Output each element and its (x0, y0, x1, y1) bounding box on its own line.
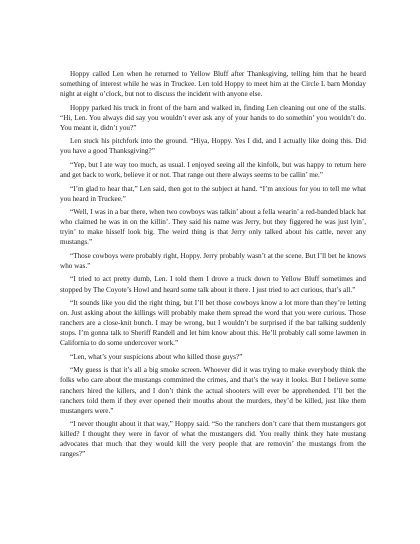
paragraph: “My guess is that it’s all a big smoke screen. Whoever did it was trying to make everybody think the folks who care about the mustangs committed the crimes, and that’s the way it looks. But I believe some ranchers hired the killers, and I don’t think the actual shooters will ever be apprehended. I’ll bet the ranchers told them if they ever opened their mouths about the murders, they’d be killed, just like them mustangers were.” (60, 366, 366, 415)
paragraph: Hoppy called Len when he returned to Yellow Bluff after Thanksgiving, telling him that he heard something of interest while he was in Truckee. Len told Hoppy to meet him at the Circle L barn Monday night at eight o’clock, but not to discuss the incident with anyone else. (60, 70, 366, 99)
paragraph: “Yep, but I ate way too much, as usual. I enjoyed seeing all the kinfolk, but was happy to return here and get back to work, believe it or not. That range out there always seems to be callin’ me.” (60, 160, 366, 180)
paragraph: Len stuck his pitchfork into the ground. “Hiya, Hoppy. Yes I did, and I actually like doing this. Did you have a good Thanksgiving?” (60, 137, 366, 156)
paragraph: “Len, what’s your suspicions about who killed those guys?” (70, 352, 243, 361)
paragraph: “Well, I was in a bar there, when two cowboys was talkin’ about a fella wearin’ a red-banded black hat who claimed he was in on the killin’. They said his name was Jerry, but they figgered he was just lyin’, tryin’ to make hisself look big. The weird thing is that Jerry only talked about his cattle, never any mustangs.” (60, 208, 366, 247)
paragraph: Hoppy parked his truck in front of the barn and walked in, finding Len cleaning out one of the stalls. “Hi, Len. You always did say you wouldn’t ever ask any of your hands to do somethin’ you wouldn’t do. You meant it, didn’t you?” (60, 103, 366, 132)
paragraph: “I’m glad to hear that,” Len said, then got to the subject at hand. “I’m anxious for you to tell me what you heard in Truckee.” (60, 184, 366, 203)
paragraph: “It sounds like you did the right thing, but I’ll bet those cowboys know a lot more than they’re letting on. Just asking about the killings will probably make them spread the word that you were curious. Those ranchers are a close-knit bunch. I may be wrong, but I wouldn’t be surprised if the bar talking suddenly stops. I’m gonna talk to Sheriff Randell and let him know about this. He’ll probably call some lawmen in California to do some undercover work.” (60, 299, 366, 348)
page-body (60, 69, 366, 463)
paragraph: “I tried to act pretty dumb, Len. I told them I drove a truck down to Yellow Bluff sometimes and stopped by The Coyote’s Howl and heard some talk about it there. I just tried to act curious, that’s all.” (60, 275, 366, 294)
paragraph: “I never thought about it that way,” Hoppy said. “So the ranchers don’t care that them mustangers got killed? I thought they were in favor of what the mustangers did. You really think they hate mustang advocates that much that they would kill the very people that are removin’ the mustangs from the ranges?” (60, 420, 366, 459)
paragraph: “Those cowboys were probably right, Hoppy. Jerry probably wasn’t at the scene. But I’ll bet he knows who was.” (60, 251, 366, 270)
